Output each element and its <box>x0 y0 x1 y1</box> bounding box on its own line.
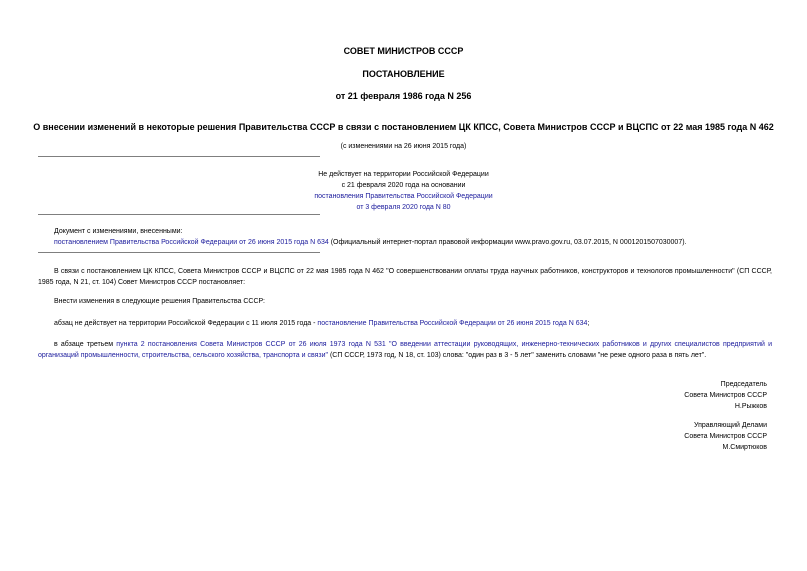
paragraph-2: Внести изменения в следующие решения Правительства СССР: <box>54 298 265 305</box>
divider <box>38 214 320 215</box>
divider <box>38 156 320 157</box>
doc-title: О внесении изменений в некоторые решения Правительства СССР в связи с постановлением ЦК КПСС, Совета Министров СССР и ВЦСПС от 22 мая 1985 года N 462 <box>33 122 774 132</box>
amendment-source: (Официальный интернет-портал правовой информации www.pravo.gov.ru, 03.07.2015, N 0001201507030007). <box>328 239 687 246</box>
paragraph-4-end: (СП СССР, 1973 год, N 18, ст. 103) слова: "один раз в 3 - 5 лет" заменить словами "не реже одного раза в пять лет". <box>328 352 707 359</box>
signature-name: Н.Рыжков <box>734 403 767 410</box>
paragraph-3-link[interactable]: постановление Правительства Российской Федерации от 26 июня 2015 года N 634 <box>317 320 588 327</box>
signature-title: Управляющий Делами <box>693 422 767 429</box>
doc-date-number: от 21 февраля 1986 года N 256 <box>335 91 472 101</box>
status-link-1[interactable]: постановления Правительства Российской Федерации <box>314 193 493 200</box>
signature-block-chair <box>684 379 767 412</box>
paragraph-4-link[interactable]: пункта 2 постановления Совета Министров СССР от 26 июля 1973 года N 531 "О введении аттестации руководящих, инженерно-технических работников и других специалистов предприятий и организаций промышленности, строительства, сельского хозяйства, транспорта и связи" <box>38 341 772 359</box>
paragraph-3-text: абзац не действует на территории Российской Федерации с 11 июля 2015 года - <box>54 320 318 327</box>
amendments-intro: Документ с изменениями, внесенными: <box>54 228 183 235</box>
amendments-block <box>54 226 774 248</box>
paragraph-4 <box>38 339 772 361</box>
signature-title: Председатель <box>720 381 767 388</box>
status-line-2: с 21 февраля 2020 года на основании <box>341 182 466 189</box>
divider <box>38 252 320 253</box>
revision-note: (с изменениями на 26 июня 2015 года) <box>340 143 467 150</box>
signature-org: Совета Министров СССР <box>684 392 767 399</box>
status-notice <box>0 169 807 213</box>
signature-name: М.Смиртюков <box>722 444 767 451</box>
amendments-line <box>54 237 774 248</box>
paragraph-3-end: ; <box>587 320 590 327</box>
org-name: СОВЕТ МИНИСТРОВ СССР <box>343 46 464 56</box>
paragraph-3 <box>38 318 772 329</box>
paragraph-4-start: в абзаце третьем <box>54 341 117 348</box>
status-line-1: Не действует на территории Российской Федерации <box>318 171 489 178</box>
status-link-2[interactable]: от 3 февраля 2020 года N 80 <box>356 204 451 211</box>
doc-type: ПОСТАНОВЛЕНИЕ <box>362 69 445 79</box>
amendment-link[interactable]: постановлением Правительства Российской Федерации от 26 июня 2015 года N 634 <box>54 239 329 246</box>
signature-org: Совета Министров СССР <box>684 433 767 440</box>
paragraph-1: В связи с постановлением ЦК КПСС, Совета Министров СССР и ВЦСПС от 22 мая 1985 года N 462 "О совершенствовании оплаты труда научных работников, конструкторов и технологов промышленности" (СП СССР, 1985 года, N 21, ст. 104) Совет Министров СССР постановляет: <box>38 268 772 286</box>
signature-block-manager <box>684 420 767 453</box>
